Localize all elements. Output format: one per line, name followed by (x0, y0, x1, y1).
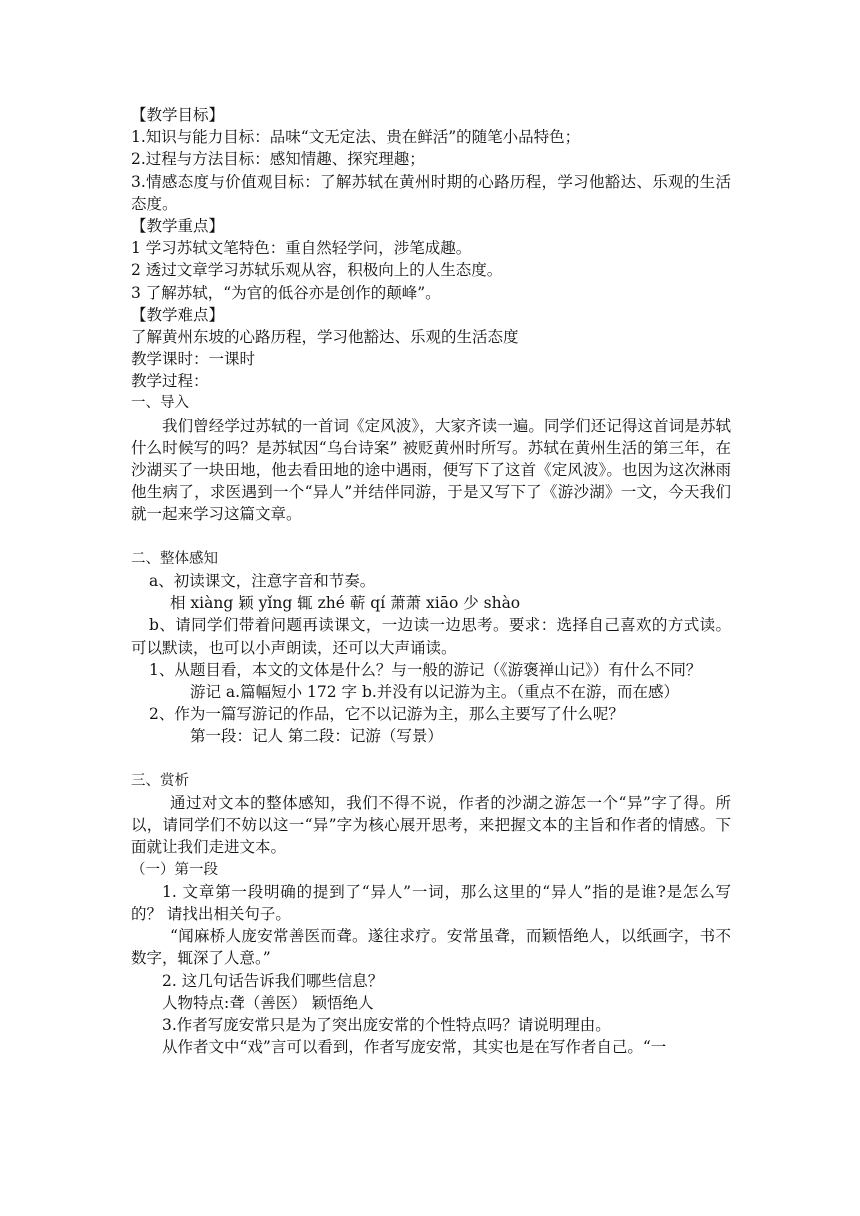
difficulties-text: 了解黄州东坡的心路历程，学习他豁达、乐观的生活态度 (131, 327, 519, 346)
part1-title: （一）第一段 (131, 861, 218, 878)
spacer (131, 748, 731, 770)
section2-step-b: b、请同学们带着问题再读课文，一边读一边思考。要求：选择自己喜欢的方式读。可以默读，也可以小声朗读，还可以大声诵读。 (131, 616, 731, 657)
part1-question-2: 2. 这几句话告诉我们哪些信息？ (162, 971, 384, 990)
section1-paragraph: 我们曾经学过苏轼的一首词《定风波》，大家齐读一遍。同学们还记得这首词是苏轼什么时候写的吗？是苏轼因“乌台诗案” 被贬黄州时所写。苏轼在黄州生活的第三年，在沙湖买了一块田地，他去看田地的途中遇雨，便写下了这首《定风波》。也因为这次淋雨他生病了，求医遇到一个“异人”并结伴同游，于是又写下了《游沙湖》一文，今天我们就一起来学习这篇文章。 (131, 416, 731, 524)
section1-title: 一、导入 (131, 395, 189, 412)
key-point-item-1: 1 学习苏轼文笔特色：重自然轻学问，涉笔成趣。 (131, 239, 472, 258)
objective-item-2: 2.过程与方法目标：感知情趣、探究理趣； (131, 150, 425, 169)
process-label: 教学过程： (131, 372, 209, 391)
key-point-item-2: 2 透过文章学习苏轼乐观从容，积极向上的人生态度。 (131, 261, 503, 280)
pinyin-line: 相 xiàng 颖 yǐng 辄 zhé 蕲 qí 萧萧 xiāo 少 shào (170, 594, 521, 613)
section2-title: 二、整体感知 (131, 550, 218, 567)
section2-answer-1: 游记 a.篇幅短小 172 字 b.并没有以记游为主。（重点不在游，而在感） (190, 683, 680, 702)
section2-question-1: 1、从题目看，本文的文体是什么？与一般的游记（《游褒禅山记》）有什么不同？ (149, 660, 702, 679)
part1-answer-2: 人物特点:聋（善医） 颖悟绝人 (162, 993, 374, 1012)
key-points-heading: 【教学重点】 (131, 216, 225, 235)
lesson-time: 教学课时：一课时 (131, 350, 256, 369)
spacer (131, 526, 731, 548)
document-page (131, 104, 731, 1058)
key-point-item-3: 3 了解苏轼，“为官的低谷亦是创作的颠峰”。 (131, 283, 441, 302)
section3-paragraph: 通过对文本的整体感知，我们不得不说，作者的沙湖之游怎一个“异”字了得。所以，请同学们不妨以这一“异”字为核心展开思考，来把握文本的主旨和作者的情感。下面就让我们走进文本。 (131, 793, 731, 857)
part1-answer-3: 从作者文中“戏”言可以看到，作者写庞安常，其实也是在写作者自己。“一 (162, 1038, 667, 1057)
section2-step-a: a、初读课文，注意字音和节奏。 (149, 572, 376, 591)
objectives-heading: 【教学目标】 (131, 106, 225, 124)
part1-question-3: 3.作者写庞安常只是为了突出庞安常的个性特点吗？请说明理由。 (162, 1015, 611, 1034)
part1-question-1: 1. 文章第一段明确的提到了“异人”一词，那么这里的“异人”指的是谁?是怎么写的？ 请找出相关句子。 (131, 882, 731, 923)
part1-quote: “闻麻桥人庞安常善医而聋。遂往求疗。安常虽聋，而颖悟绝人，以纸画字，书不数字，辄深了人意。” (131, 927, 731, 968)
difficulties-heading: 【教学难点】 (131, 305, 225, 324)
section2-answer-2: 第一段：记人 第二段：记游（写景） (190, 727, 443, 746)
objective-item-3: 3.情感态度与价值观目标：了解苏轼在黄州时期的心路历程，学习他豁达、乐观的生活态度。 (131, 172, 731, 213)
section2-question-2: 2、作为一篇写游记的作品，它不以记游为主，那么主要写了什么呢？ (149, 705, 624, 724)
section3-title: 三、赏析 (131, 772, 189, 789)
objective-item-1: 1.知识与能力目标：品味“文无定法、贵在鲜活”的随笔小品特色； (131, 128, 581, 147)
